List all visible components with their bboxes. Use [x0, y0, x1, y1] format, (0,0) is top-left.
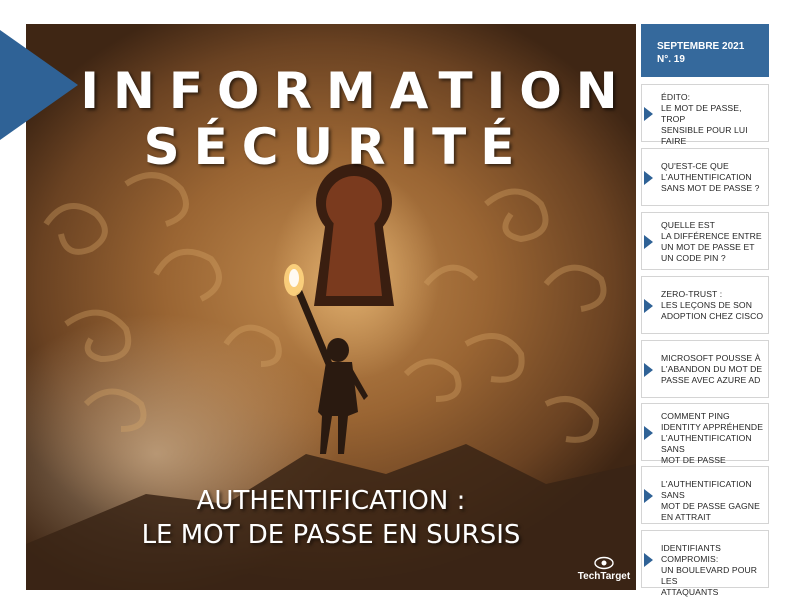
play-arrow-icon [0, 30, 78, 140]
arrow-right-icon [644, 426, 653, 440]
toc-item-identifiants-compromis[interactable] [641, 530, 769, 597]
eye-icon [594, 556, 614, 570]
toc-item-authentification-sans-mot-de-passe[interactable] [641, 148, 769, 206]
arrow-right-icon [644, 363, 653, 377]
toc-item-label: ÉDITO: LE MOT DE PASSE, TROP SENSIBLE POUR LUI FAIRE [661, 92, 748, 146]
toc-item-edito[interactable] [641, 84, 769, 146]
arrow-right-icon [644, 489, 653, 503]
toc-item-ping-identity[interactable] [641, 403, 769, 465]
rocks [26, 444, 636, 590]
arrow-right-icon [644, 107, 653, 121]
logo-text: TechTarget [577, 571, 631, 582]
toc-item-label: ZERO-TRUST : LES LEÇONS DE SON ADOPTION CHEZ CISCO [661, 289, 764, 321]
torch-flame [284, 264, 304, 296]
explorer-figure [296, 290, 368, 454]
arrow-right-icon [644, 171, 653, 185]
arrow-right-icon [644, 553, 653, 567]
toc-item-mot-de-passe-vs-pin[interactable] [641, 212, 769, 270]
techtarget-logo [574, 556, 634, 586]
toc-item-label: QUELLE EST LA DIFFÉRENCE ENTRE UN MOT DE PASSE ET UN CODE PIN ? [661, 220, 762, 263]
toc-item-label: QU'EST-CE QUE L'AUTHENTIFICATION SANS MOT DE PASSE ? [661, 161, 760, 193]
keyhole [314, 164, 394, 306]
arrow-right-icon [644, 235, 653, 249]
magazine-title-line2: SÉCURITÉ [143, 118, 529, 176]
toc-item-label: L'AUTHENTIFICATION SANS MOT DE PASSE GAGNE EN ATTRAIT [661, 479, 760, 522]
cover-headline-line1: AUTHENTIFICATION : [196, 486, 466, 516]
toc-item-label: MICROSOFT POUSSE À L'ABANDON DU MOT DE PASSE AVEC AZURE AD [661, 353, 763, 385]
issue-number: N°. 19 [657, 54, 685, 65]
issue-info [641, 24, 769, 77]
toc-item-label: IDENTIFIANTS COMPROMIS: UN BOULEVARD POUR LES ATTAQUANTS [661, 543, 758, 597]
toc-item-microsoft-azure-ad[interactable] [641, 340, 769, 398]
magazine-title-line1: INFORMATION [80, 62, 632, 120]
cover-headline-line2: LE MOT DE PASSE EN SURSIS [141, 520, 521, 550]
toc-item-label: COMMENT PING IDENTITY APPRÉHENDE L'AUTHENTIFICATION SANS MOT DE PASSE [661, 411, 764, 465]
toc-item-zero-trust-cisco[interactable] [641, 276, 769, 334]
toc-item-attrait[interactable] [641, 466, 769, 524]
arrow-right-icon [644, 299, 653, 313]
issue-date: SEPTEMBRE 2021 [657, 41, 745, 52]
cover-image [26, 24, 636, 590]
